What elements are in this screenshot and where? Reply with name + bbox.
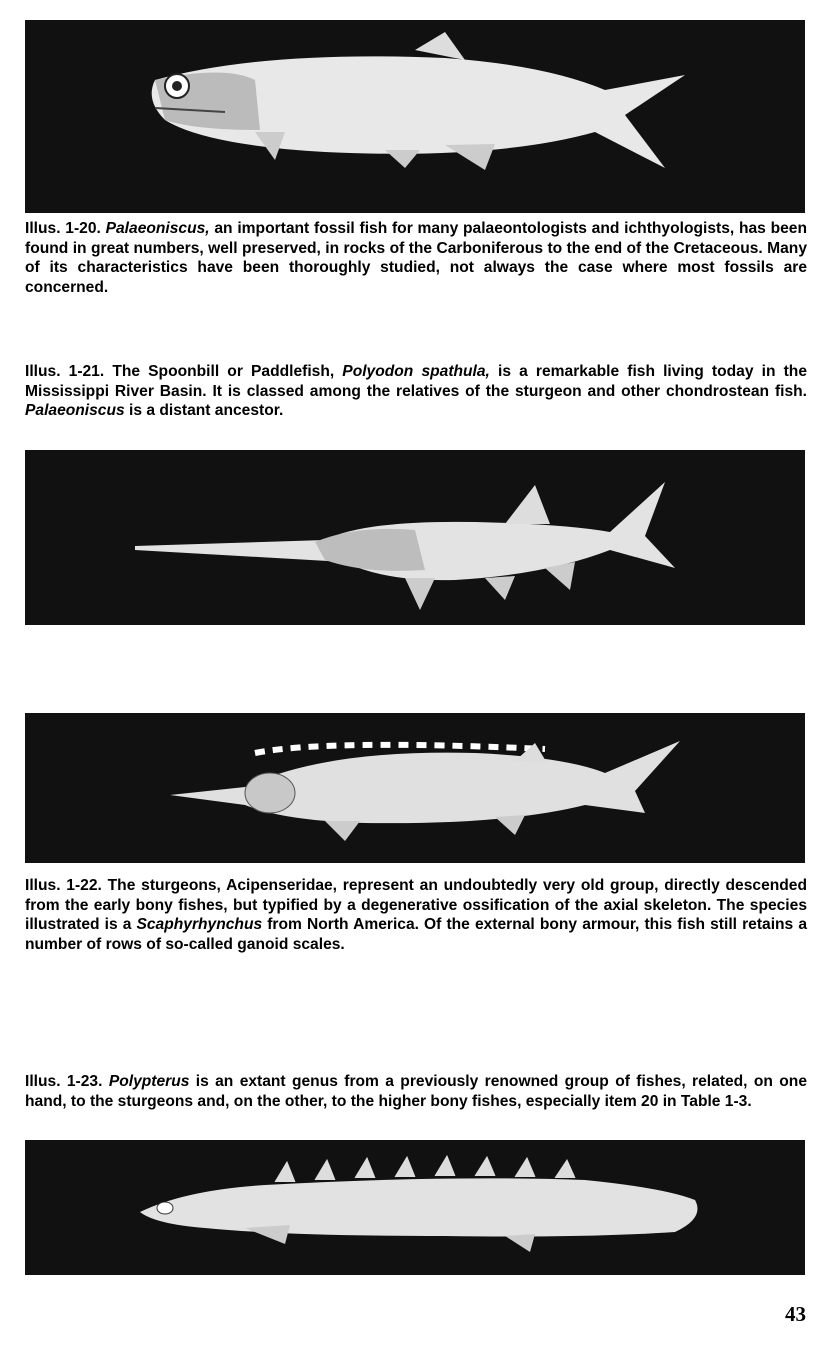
figure-name [752, 1092, 753, 1093]
caption-text: is an extant genus from a previously renowned group of fishes, related, on one hand, to the sturgeons and, on the other, to the higher bony fishes, especially item 20 in Table 1-3. [25, 1073, 807, 1110]
figure-name [108, 278, 109, 279]
caption-italic-text: Polyodon spathula, [342, 363, 490, 380]
page-number: 43 [785, 1302, 806, 1326]
figure-name [283, 401, 284, 402]
caption-label: Illus. 1-23. [25, 1073, 103, 1090]
caption-illus-1-21 [25, 362, 807, 421]
caption-label: Illus. 1-22. [25, 877, 102, 894]
caption-illus-1-20 [25, 219, 807, 297]
plate-paddlefish [25, 450, 805, 625]
plate-palaeoniscus [25, 20, 805, 213]
plate-sturgeon [25, 713, 805, 863]
caption-italic-text: Palaeoniscus [25, 402, 125, 419]
caption-italic-text: Polypterus [108, 1073, 190, 1090]
caption-text: from North America. Of the external bony armour, this fish still retains a number of rows of so-called ganoid scales. [25, 916, 807, 953]
caption-text: The sturgeons, Acipenseridae, represent an undoubtedly very old group, directly descended from the early bony fishes, but typified by a degenerative ossification of the axial skeleton. The species illustrated is a [25, 877, 807, 933]
figure-name [345, 935, 346, 936]
caption-text: The Spoonbill or Paddlefish, [112, 363, 343, 380]
caption-text: is a distant ancestor. [124, 402, 284, 419]
paddlefish-drawing [25, 450, 805, 625]
caption-body [25, 877, 807, 953]
caption-italic-text: Palaeoniscus, [105, 220, 210, 237]
polypterus-drawing [25, 1140, 805, 1275]
caption-italic-text: Scaphyrhynchus [136, 916, 263, 933]
plate-polypterus [25, 1140, 805, 1275]
sturgeon-drawing [25, 713, 805, 863]
caption-body [25, 363, 807, 419]
caption-body [25, 220, 807, 296]
caption-text: is a remarkable fish living today in the Mississippi River Basin. It is classed among the relatives of the sturgeon and other chondrostean fish. [25, 363, 807, 400]
caption-illus-1-23 [25, 1072, 807, 1111]
palaeoniscus-fish-drawing [25, 20, 805, 213]
caption-illus-1-22 [25, 876, 807, 954]
caption-label: Illus. 1-21. [25, 363, 105, 380]
caption-body [25, 1073, 807, 1110]
caption-label: Illus. 1-20. [25, 220, 101, 237]
caption-text: an important fossil fish for many palaeontologists and ichthyologists, has been found in great numbers, well preserved, in rocks of the Carboniferous to the end of the Cretaceous. Many of its characteristics have been thoroughly studied, not always the case where most fossils are concerned. [25, 220, 807, 296]
